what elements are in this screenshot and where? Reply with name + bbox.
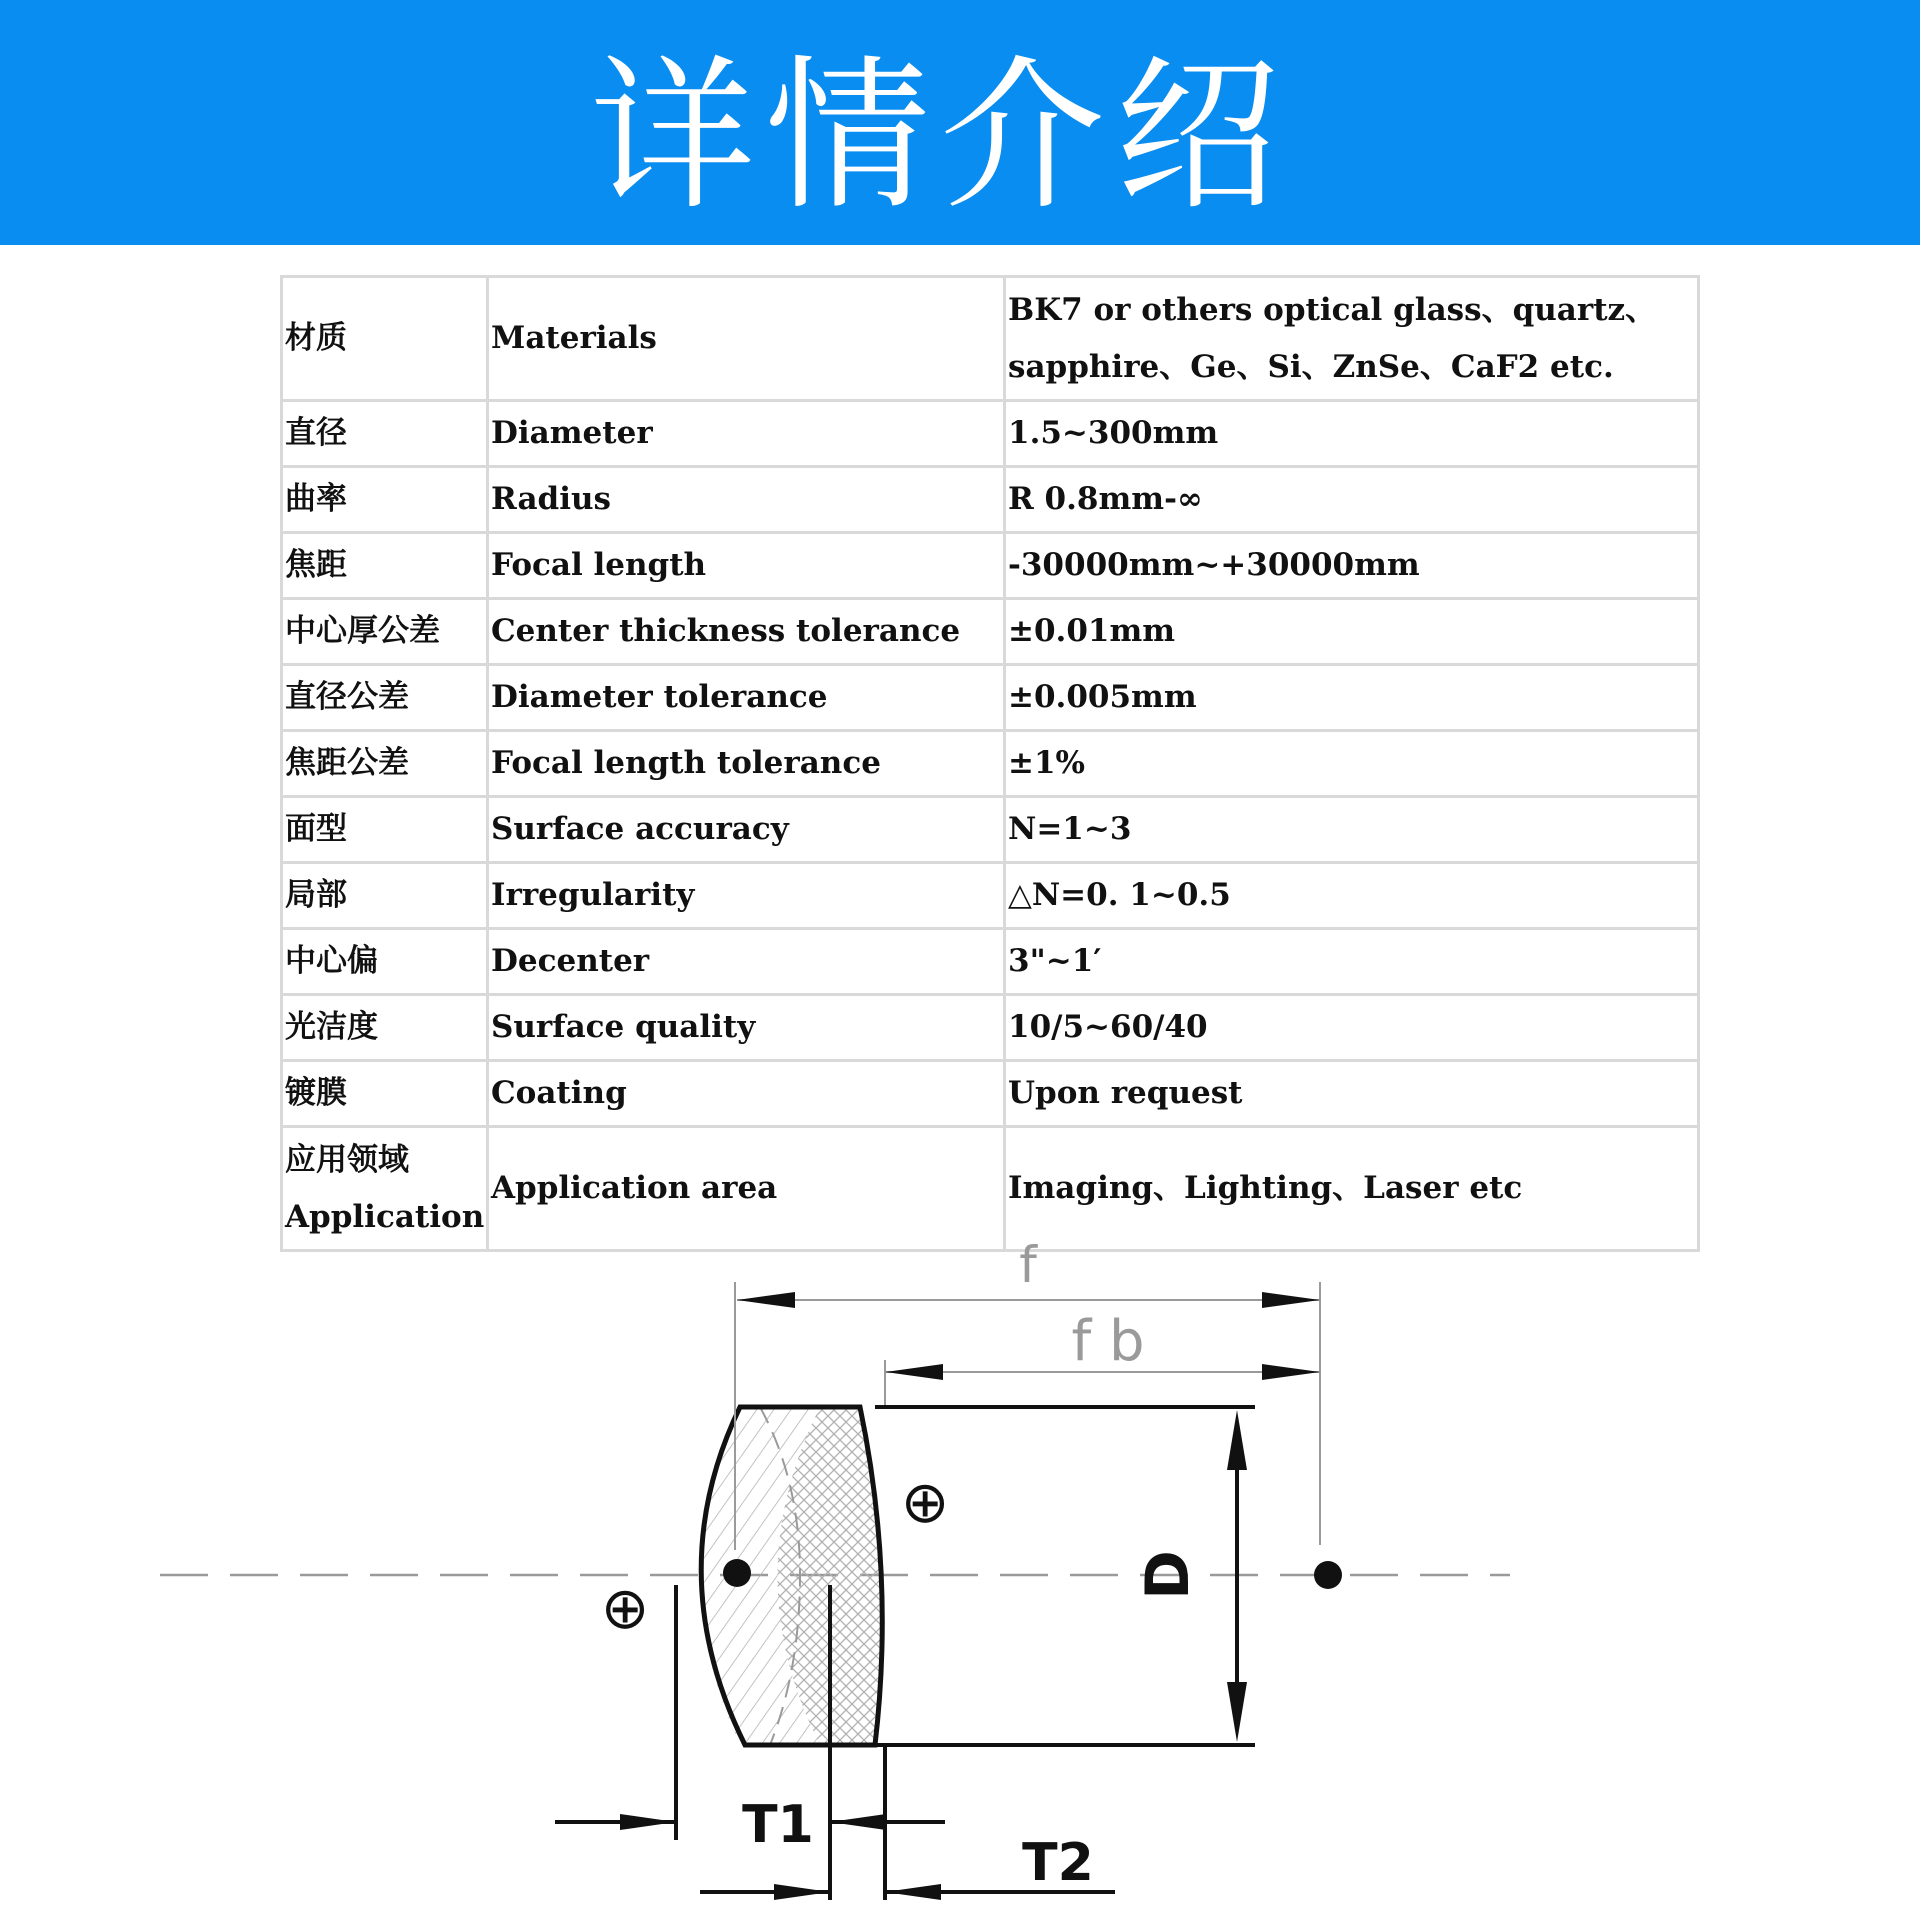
table-row xyxy=(282,401,1699,467)
row-en-label: Focal length tolerance xyxy=(488,731,1005,797)
table-row xyxy=(282,277,1699,401)
table-row xyxy=(282,467,1699,533)
row-value: Upon request xyxy=(1005,1061,1699,1127)
row-cn-label: 局部 xyxy=(282,863,488,929)
row-value: Imaging、Lighting、Laser etc xyxy=(1005,1127,1699,1251)
row-en-label: Center thickness tolerance xyxy=(488,599,1005,665)
plus-symbol-right: ⊕ xyxy=(900,1468,950,1536)
row-cn-label: 中心偏 xyxy=(282,929,488,995)
table-row xyxy=(282,731,1699,797)
t1-arrow-left xyxy=(620,1814,676,1830)
table-row xyxy=(282,665,1699,731)
row-cn-label: 材质 xyxy=(282,277,488,401)
row-value: R 0.8mm-∞ xyxy=(1005,467,1699,533)
table-row xyxy=(282,797,1699,863)
row-cn-label: 焦距公差 xyxy=(282,731,488,797)
row-en-label: Materials xyxy=(488,277,1005,401)
t2-arrow-left xyxy=(774,1884,830,1900)
row-en-label: Diameter xyxy=(488,401,1005,467)
f-label: f xyxy=(1019,1240,1037,1294)
d-arrow-top xyxy=(1227,1410,1247,1470)
row-value: 10/5~60/40 xyxy=(1005,995,1699,1061)
row-value: ±0.01mm xyxy=(1005,599,1699,665)
f-arrow-left xyxy=(737,1292,795,1308)
table-row xyxy=(282,599,1699,665)
row-en-label: Application area xyxy=(488,1127,1005,1251)
t2-arrow-right xyxy=(885,1884,941,1900)
fb-arrow-left xyxy=(885,1364,943,1380)
row-value: 1.5~300mm xyxy=(1005,401,1699,467)
table-row xyxy=(282,995,1699,1061)
table-row xyxy=(282,863,1699,929)
row-value: 3"~1′ xyxy=(1005,929,1699,995)
row-cn-label: 应用领域 Application xyxy=(282,1127,488,1251)
t1-label: T1 xyxy=(742,1795,814,1855)
row-cn-label: 直径 xyxy=(282,401,488,467)
d-arrow-bottom xyxy=(1227,1682,1247,1742)
spec-table xyxy=(280,275,1700,1252)
lens-diagram xyxy=(0,1240,1920,1920)
row-cn-label: 直径公差 xyxy=(282,665,488,731)
plus-symbol-left: ⊕ xyxy=(600,1574,650,1642)
fb-arrow-right xyxy=(1262,1364,1320,1380)
row-en-label: Radius xyxy=(488,467,1005,533)
row-value: △N=0. 1~0.5 xyxy=(1005,863,1699,929)
row-en-label: Coating xyxy=(488,1061,1005,1127)
f-arrow-right xyxy=(1262,1292,1320,1308)
row-value: ±0.005mm xyxy=(1005,665,1699,731)
table-row xyxy=(282,1127,1699,1251)
d-label: D xyxy=(1133,1550,1203,1600)
row-en-label: Surface accuracy xyxy=(488,797,1005,863)
row-cn-label: 曲率 xyxy=(282,467,488,533)
table-row xyxy=(282,929,1699,995)
row-en-label: Diameter tolerance xyxy=(488,665,1005,731)
row-value: ±1% xyxy=(1005,731,1699,797)
row-cn-label: 光洁度 xyxy=(282,995,488,1061)
table-row xyxy=(282,533,1699,599)
t1-arrow-right xyxy=(830,1814,886,1830)
row-cn-label: 焦距 xyxy=(282,533,488,599)
row-en-label: Surface quality xyxy=(488,995,1005,1061)
header-banner xyxy=(0,0,1920,245)
row-value: BK7 or others optical glass、quartz、sapphire、Ge、Si、ZnSe、CaF2 etc. xyxy=(1005,277,1699,401)
row-en-label: Focal length xyxy=(488,533,1005,599)
row-cn-label: 面型 xyxy=(282,797,488,863)
table-row xyxy=(282,1061,1699,1127)
row-value: -30000mm~+30000mm xyxy=(1005,533,1699,599)
fb-label: f b xyxy=(1071,1309,1145,1374)
row-en-label: Decenter xyxy=(488,929,1005,995)
page-title: 详情介绍 xyxy=(590,40,1290,232)
principal-point xyxy=(723,1559,751,1587)
row-cn-label: 镀膜 xyxy=(282,1061,488,1127)
row-value: N=1~3 xyxy=(1005,797,1699,863)
row-cn-label: 中心厚公差 xyxy=(282,599,488,665)
row-en-label: Irregularity xyxy=(488,863,1005,929)
focal-point xyxy=(1314,1561,1342,1589)
t2-label: T2 xyxy=(1022,1833,1094,1893)
